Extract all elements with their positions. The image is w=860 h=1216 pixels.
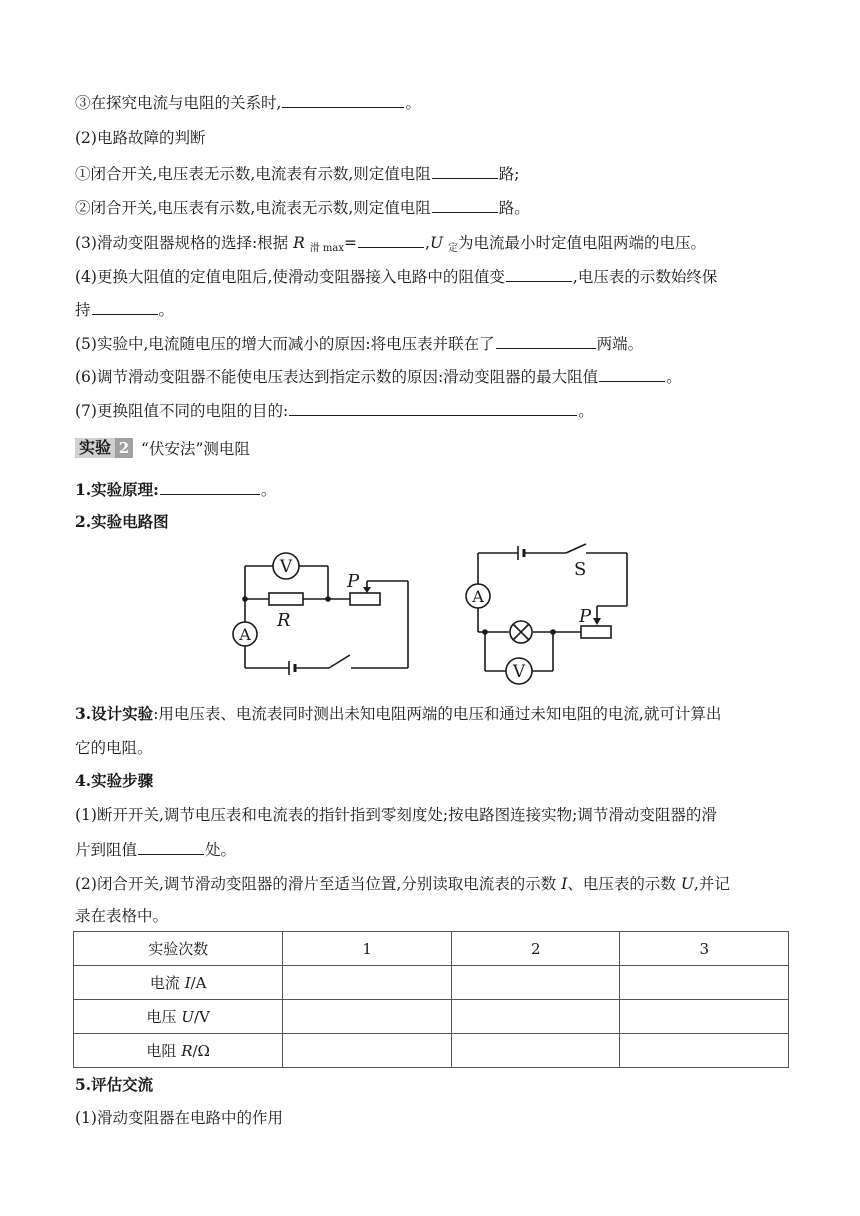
design-line-2: 它的电阻。 [75, 739, 153, 757]
table-header-cell: 3 [620, 932, 789, 966]
purpose-line: (7)更换阻值不同的电阻的目的: 。 [75, 402, 594, 420]
slider-arrow-icon [593, 618, 601, 625]
fault-line-2: ②闭合开关,电压表有示数,电流表无示数,则定值电阻 路。 [75, 199, 530, 217]
table-cell[interactable] [451, 966, 620, 1000]
design-line-1: 3.设计实验:用电压表、电流表同时测出未知电阻两端的电压和通过未知电阻的电流,就可计算出 [75, 704, 722, 723]
table-header-cell: 2 [451, 932, 620, 966]
circuit-diagram-right [455, 540, 635, 690]
answer-blank[interactable] [289, 400, 577, 416]
svg-text:P: P [579, 606, 592, 627]
table-row [74, 1034, 789, 1068]
answer-blank[interactable] [599, 366, 665, 382]
step-2-line-1: (2)闭合开关,调节滑动变阻器的滑片至适当位置,分别读取电流表的示数 I、电压表的示数 U,并记 [75, 875, 730, 893]
answer-blank[interactable] [160, 479, 260, 495]
experiment-title: “伏安法”测电阻 [141, 440, 250, 458]
table-row [74, 1000, 789, 1034]
circuit-diagram-left [225, 545, 420, 675]
evaluation-heading: 5.评估交流 [75, 1075, 154, 1094]
answer-blank[interactable] [92, 299, 158, 315]
replace-resistor-line-cont: 持 。 [75, 301, 175, 319]
replace-resistor-line: (4)更换大阻值的定值电阻后,使滑动变阻器接入电路中的阻值变 ,电压表的示数始终保 [75, 268, 718, 286]
experiment-heading [75, 437, 250, 459]
principle-line: 1.实验原理: 。 [75, 480, 277, 499]
fault-line-1: ①闭合开关,电压表无示数,电流表有示数,则定值电阻 路; [75, 165, 520, 183]
row-label: 电压 U/V [74, 1000, 283, 1034]
table-header-cell: 1 [283, 932, 452, 966]
table-row [74, 966, 789, 1000]
table-cell[interactable] [620, 966, 789, 1000]
svg-text:V: V [279, 557, 293, 577]
table-cell[interactable] [283, 1034, 452, 1068]
evaluation-item-1: (1)滑动变阻器在电路中的作用 [75, 1109, 283, 1127]
current-decrease-line: (5)实验中,电流随电压的增大而减小的原因:将电压表并联在了 两端。 [75, 335, 644, 353]
answer-blank[interactable] [358, 232, 424, 248]
svg-text:V: V [512, 662, 526, 682]
step-1-line-1: (1)断开开关,调节电压表和电流表的指针指到零刻度处;按电路图连接实物;调节滑动变阻器的滑 [75, 806, 717, 824]
measurement-table [73, 931, 789, 1068]
answer-blank[interactable] [506, 266, 572, 282]
table-cell[interactable] [620, 1034, 789, 1068]
table-cell[interactable] [451, 1000, 620, 1034]
voltage-target-line: (6)调节滑动变阻器不能使电压表达到指定示数的原因:滑动变阻器的最大阻值 。 [75, 368, 682, 386]
svg-text:R: R [277, 610, 291, 631]
table-cell[interactable] [283, 1000, 452, 1034]
svg-text:A: A [472, 587, 484, 606]
answer-blank[interactable] [138, 839, 204, 855]
row-label: 电流 I/A [74, 966, 283, 1000]
rheostat-spec-line: (3)滑动变阻器规格的选择:根据 R 滑 max= ,U 定为电流最小时定值电阻两端的电压。 [75, 234, 706, 254]
question-line-3: ③在探究电流与电阻的关系时, 。 [75, 94, 421, 112]
step-2-line-2: 录在表格中。 [75, 907, 169, 925]
steps-heading: 4.实验步骤 [75, 771, 154, 790]
table-cell[interactable] [451, 1034, 620, 1068]
experiment-number: 2 [115, 438, 133, 458]
table-cell[interactable] [620, 1000, 789, 1034]
svg-text:A: A [239, 625, 251, 644]
answer-blank[interactable] [432, 163, 498, 179]
row-label: 电阻 R/Ω [74, 1034, 283, 1068]
circuit-heading: 2.实验电路图 [75, 512, 169, 531]
answer-blank[interactable] [432, 197, 498, 213]
svg-text:P: P [347, 571, 360, 592]
answer-blank[interactable] [496, 333, 596, 349]
table-header-row [74, 932, 789, 966]
step-1-line-2: 片到阻值 处。 [75, 841, 237, 859]
answer-blank[interactable] [282, 92, 404, 108]
table-cell[interactable] [283, 966, 452, 1000]
svg-text:S: S [574, 559, 587, 580]
experiment-tag: 实验 [75, 438, 115, 458]
subsection-heading: (2)电路故障的判断 [75, 129, 206, 147]
slider-arrow-icon [363, 587, 371, 593]
table-header-cell: 实验次数 [74, 932, 283, 966]
